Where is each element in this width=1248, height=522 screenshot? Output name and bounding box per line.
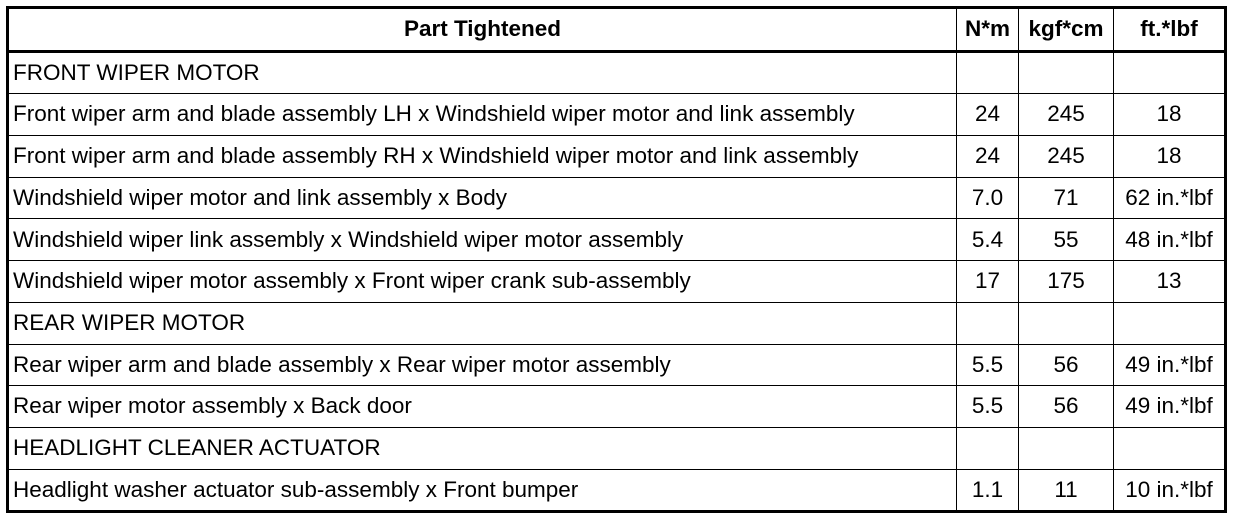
table-header-row [8,8,1226,52]
cell-ft-lbf [1114,427,1226,469]
cell-kgf-cm: 71 [1019,177,1114,219]
cell-kgf-cm [1019,427,1114,469]
table-row [8,177,1226,219]
cell-nm [957,51,1019,94]
cell-kgf-cm: 11 [1019,469,1114,512]
section-label: REAR WIPER MOTOR [8,302,957,344]
table-row [8,94,1226,136]
cell-kgf-cm [1019,51,1114,94]
table-row [8,261,1226,303]
cell-kgf-cm: 245 [1019,94,1114,136]
cell-nm: 5.4 [957,219,1019,261]
cell-part: Windshield wiper link assembly x Windshield wiper motor assembly [8,219,957,261]
table-row [8,344,1226,386]
cell-nm: 5.5 [957,344,1019,386]
cell-nm [957,427,1019,469]
section-row [8,302,1226,344]
cell-ft-lbf: 62 in.*lbf [1114,177,1226,219]
cell-kgf-cm [1019,302,1114,344]
section-row [8,427,1226,469]
cell-ft-lbf: 49 in.*lbf [1114,386,1226,428]
cell-kgf-cm: 175 [1019,261,1114,303]
header-nm: N*m [957,8,1019,52]
cell-ft-lbf: 18 [1114,136,1226,178]
header-part-tightened: Part Tightened [8,8,957,52]
cell-part: Rear wiper motor assembly x Back door [8,386,957,428]
cell-part: Rear wiper arm and blade assembly x Rear wiper motor assembly [8,344,957,386]
cell-kgf-cm: 55 [1019,219,1114,261]
header-ft-lbf: ft.*lbf [1114,8,1226,52]
cell-nm: 5.5 [957,386,1019,428]
section-label: FRONT WIPER MOTOR [8,51,957,94]
cell-part: Windshield wiper motor and link assembly x Body [8,177,957,219]
cell-ft-lbf: 13 [1114,261,1226,303]
cell-part: Front wiper arm and blade assembly LH x Windshield wiper motor and link assembly [8,94,957,136]
cell-ft-lbf [1114,302,1226,344]
cell-nm: 7.0 [957,177,1019,219]
cell-part: Windshield wiper motor assembly x Front wiper crank sub-assembly [8,261,957,303]
cell-nm: 1.1 [957,469,1019,512]
table-row [8,469,1226,512]
cell-ft-lbf: 18 [1114,94,1226,136]
table-row [8,219,1226,261]
cell-nm: 24 [957,94,1019,136]
cell-kgf-cm: 245 [1019,136,1114,178]
table-body [8,51,1226,512]
table-row [8,386,1226,428]
cell-nm: 17 [957,261,1019,303]
header-kgf-cm: kgf*cm [1019,8,1114,52]
section-row [8,51,1226,94]
cell-kgf-cm: 56 [1019,344,1114,386]
cell-ft-lbf [1114,51,1226,94]
cell-kgf-cm: 56 [1019,386,1114,428]
cell-part: Front wiper arm and blade assembly RH x Windshield wiper motor and link assembly [8,136,957,178]
cell-nm: 24 [957,136,1019,178]
cell-part: Headlight washer actuator sub-assembly x Front bumper [8,469,957,512]
cell-nm [957,302,1019,344]
cell-ft-lbf: 10 in.*lbf [1114,469,1226,512]
cell-ft-lbf: 48 in.*lbf [1114,219,1226,261]
torque-spec-table [6,6,1227,513]
section-label: HEADLIGHT CLEANER ACTUATOR [8,427,957,469]
table-row [8,136,1226,178]
cell-ft-lbf: 49 in.*lbf [1114,344,1226,386]
